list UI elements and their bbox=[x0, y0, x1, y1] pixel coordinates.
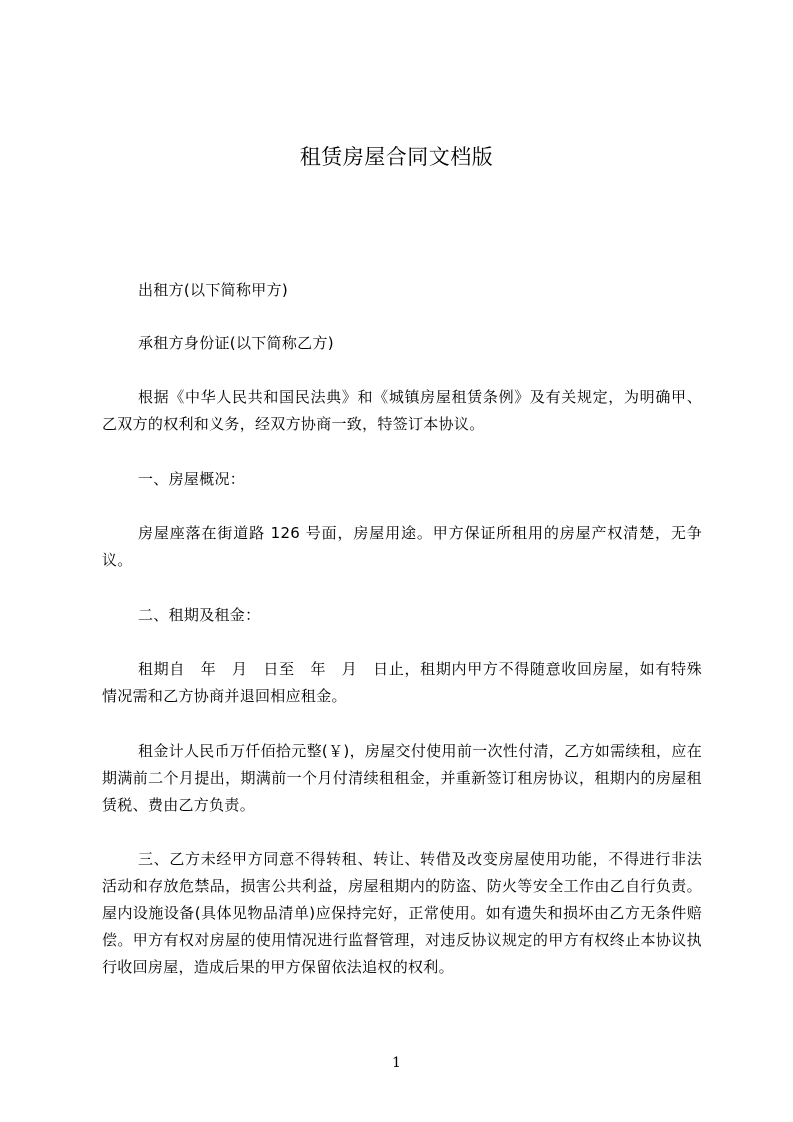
party-b-line: 承租方身份证(以下简称乙方) bbox=[138, 334, 334, 352]
property-description-paragraph: 房屋座落在街道路 126 号面，房屋用途。甲方保证所租用的房屋产权清楚，无争议。 bbox=[102, 524, 702, 569]
section-heading-property: 一、房屋概况： bbox=[138, 470, 246, 488]
document-title: 租赁房屋合同文档版 bbox=[299, 145, 494, 169]
page-number: 1 bbox=[392, 1055, 401, 1071]
party-a-line: 出租方(以下简称甲方) bbox=[138, 281, 289, 299]
tenant-obligations-paragraph: 三、乙方未经甲方同意不得转租、转让、转借及改变房屋使用功能，不得进行非法活动和存放危禁品，损害公共利益，房屋租期内的防盗、防火等安全工作由乙自行负责。屋内设施设备(具体见物品清单)应保持完好，正常使用。如有遗失和损坏由乙方无条件赔偿。甲方有权对房屋的使用情况进行监督管理，对违反协议规定的甲方有权终止本协议执行收回房屋，造成后果的甲方保留依法追权的权利。 bbox=[102, 850, 702, 976]
preamble-paragraph: 根据《中华人民共和国民法典》和《城镇房屋租赁条例》及有关规定，为明确甲、乙双方的权利和义务，经双方协商一致，特签订本协议。 bbox=[102, 388, 702, 433]
lease-term-paragraph: 租期自 年 月 日至 年 月 日止，租期内甲方不得随意收回房屋，如有特殊情况需和乙方协商并退回相应租金。 bbox=[102, 660, 702, 705]
section-heading-term-rent: 二、租期及租金： bbox=[138, 606, 261, 624]
rent-payment-paragraph: 租金计人民币万仟佰拾元整(￥)，房屋交付使用前一次性付清，乙方如需续租，应在期满前二个月提出，期满前一个月付清续租租金，并重新签订租房协议，租期内的房屋租赁税、费由乙方负责。 bbox=[102, 742, 702, 814]
